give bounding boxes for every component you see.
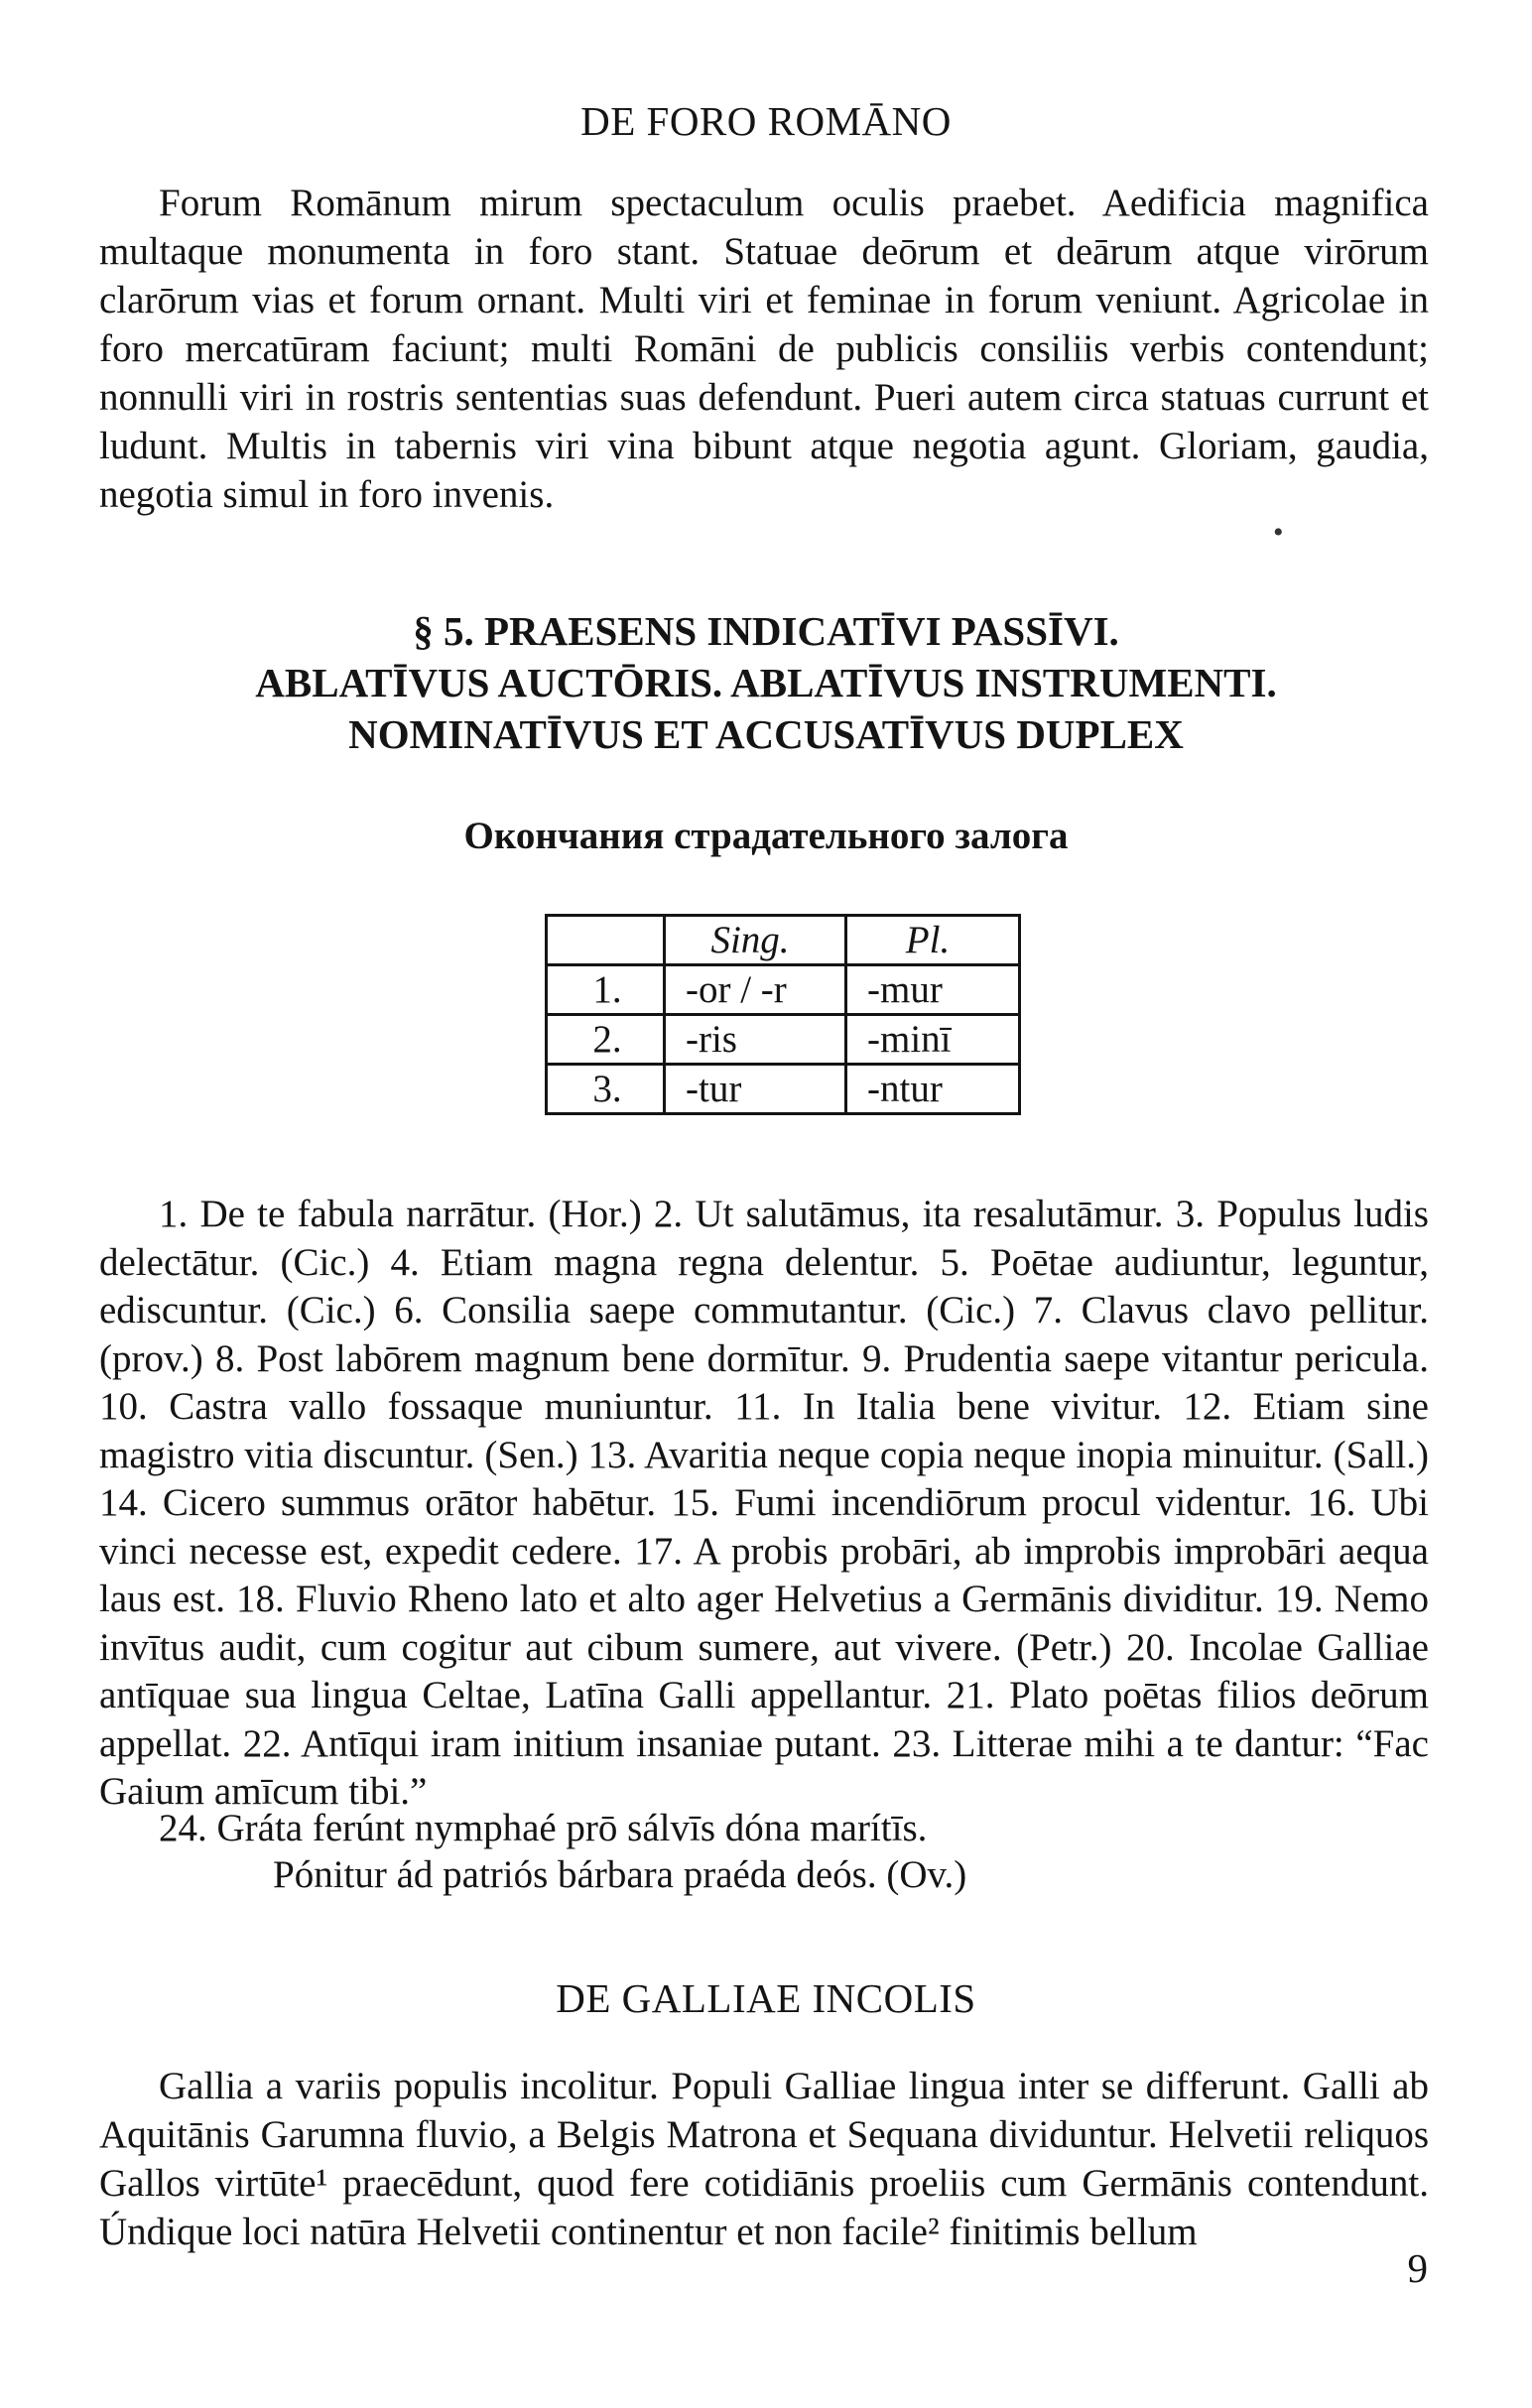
table-header-cell: Pl.: [846, 916, 1020, 965]
table-cell: -ntur: [846, 1065, 1020, 1114]
table-cell: -or / -r: [665, 965, 846, 1015]
forum-paragraph: [99, 179, 1429, 519]
table-header-cell: Sing.: [665, 916, 846, 965]
forum-text: Forum Romānum mirum spectaculum oculis praebet. Aedificia magnifica multaque monumenta in foro stant. Statuae deōrum et deārum atque virōrum clarōrum vias et forum ornant. Multi viri et feminae in forum veniunt. Agricolae in foro mercatūram faciunt; multi Romāni de publicis consiliis verbis contendunt; nonnulli viri in rostris sententias suas defendunt. Pueri autem circa statuas currunt et ludunt. Multis in tabernis viri vina bibunt atque negotia agunt. Gloriam, gaudia, negotia simul in foro invenis.: [99, 182, 1429, 516]
exercises-block: [99, 1191, 1429, 1817]
endings-table-title: Окончания страдательного залога: [463, 815, 1069, 857]
section-title-forum: DE FORO ROMĀNO: [580, 98, 952, 144]
gallia-text: Gallia a variis populis incolitur. Populi Galliae lingua inter se differunt. Galli ab Aquitānis Garumna fluvio, a Belgis Matrona et Sequana dividuntur. Helvetii reliquos Gallos virtūte¹ praecēdunt, quod fere cotidiānis proeliis cum Germānis contendunt. Úndique loci natūra Helvetii continentur et non facile² finitimis bellum: [99, 2065, 1429, 2253]
table-row: [547, 965, 1020, 1015]
verse-line-2: Pónitur ád patriós bárbara praéda deós. (Ov.): [273, 1853, 967, 1896]
section-title-gallia: DE GALLIAE INCOLIS: [556, 1975, 976, 2021]
table-cell: 2.: [547, 1015, 665, 1065]
page-number: 9: [1407, 2245, 1428, 2291]
table-cell: -minī: [846, 1015, 1020, 1065]
stray-dot-mark: •: [1273, 516, 1284, 549]
table-header-row: [547, 916, 1020, 965]
table-row: [547, 1015, 1020, 1065]
table-row: [547, 1065, 1020, 1114]
grammar-heading-line-1: § 5. PRAESENS INDICATĪVI PASSĪVI.: [413, 608, 1119, 654]
grammar-heading-line-3: NOMINATĪVUS ET ACCUSATĪVUS DUPLEX: [348, 711, 1184, 757]
passive-endings-table: [545, 914, 1021, 1115]
grammar-heading-line-2: ABLATĪVUS AUCTŌRIS. ABLATĪVUS INSTRUMENTI.: [255, 660, 1277, 705]
table-cell: 3.: [547, 1065, 665, 1114]
table-header-cell: [547, 916, 665, 965]
table-cell: -mur: [846, 965, 1020, 1015]
exercise-sentences: 1. De te fabula narrātur. (Hor.) 2. Ut salutāmus, ita resalutāmur. 3. Populus ludis delectātur. (Cic.) 4. Etiam magna regna delentur. 5. Poētae audiuntur, leguntur, ediscuntur. (Cic.) 6. Consilia saepe commutantur. (Cic.) 7. Clavus clavo pellitur. (prov.) 8. Post labōrem magnum bene dormītur. 9. Prudentia saepe vitantur pericula. 10. Castra vallo fossaque muniuntur. 11. In Italia bene vivitur. 12. Etiam sine magistro vitia discuntur. (Sen.) 13. Avaritia neque copia neque inopia minuitur. (Sall.) 14. Cicero summus orātor habētur. 15. Fumi incendiōrum procul videntur. 16. Ubi vinci necesse est, expedit cedere. 17. A probis probāri, ab improbis improbāri aequa laus est. 18. Fluvio Rheno lato et alto ager Helvetius a Germānis dividitur. 19. Nemo invītus audit, cum cogitur aut cibum sumere, aut vivere. (Petr.) 20. Incolae Galliae antīquae sua lingua Celtae, Latīna Galli appellantur. 21. Plato poētas filios deōrum appellat. 22. Antīqui iram initium insaniae putant. 23. Litterae mihi a te dantur: “Fac Gaium amīcum tibi.”: [99, 1193, 1429, 1813]
table-cell: -ris: [665, 1015, 846, 1065]
table-cell: -tur: [665, 1065, 846, 1114]
gallia-paragraph: [99, 2062, 1429, 2256]
verse-line-1: 24. Gráta ferúnt nymphaé prō sálvīs dóna marítīs.: [159, 1807, 928, 1849]
table-cell: 1.: [547, 965, 665, 1015]
